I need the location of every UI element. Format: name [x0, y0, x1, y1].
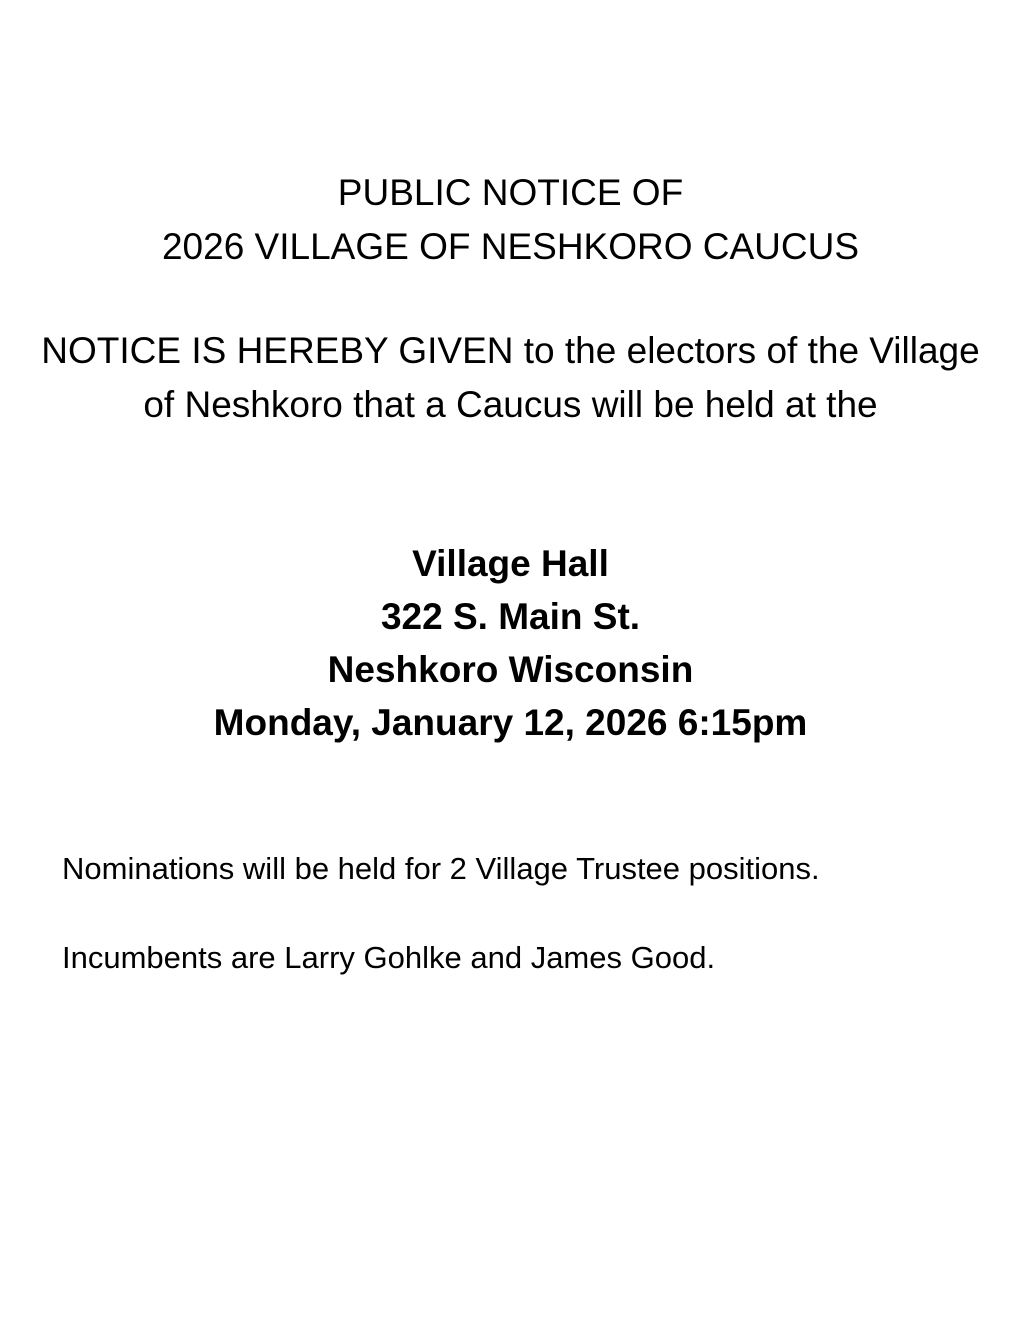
- notice-heading: [0, 166, 1021, 274]
- venue-datetime: Monday, January 12, 2026 6:15pm: [213, 702, 808, 743]
- heading-line-2: 2026 VILLAGE OF NESHKORO CAUCUS: [161, 226, 860, 267]
- venue-city: Neshkoro Wisconsin: [327, 649, 694, 690]
- venue-name: Village Hall: [412, 543, 609, 584]
- venue-street: 322 S. Main St.: [380, 596, 641, 637]
- venue-block: [0, 537, 1021, 749]
- incumbents-text: Incumbents are Larry Gohlke and James Good.: [62, 940, 716, 975]
- heading-line-1: PUBLIC NOTICE OF: [337, 172, 684, 213]
- nominations-text: Nominations will be held for 2 Village Trustee positions.: [62, 851, 820, 886]
- notice-paragraph: NOTICE IS HEREBY GIVEN to the electors of the Village of Neshkoro that a Caucus will be held at the: [41, 330, 980, 425]
